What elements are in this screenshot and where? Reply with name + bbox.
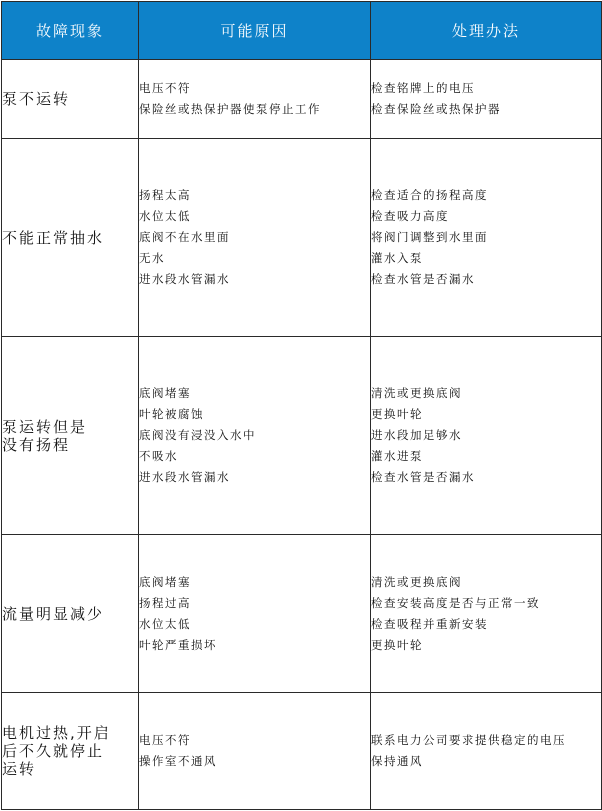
solution-item: 检查吸程并重新安装 xyxy=(371,616,488,631)
symptom-cell xyxy=(2,139,139,337)
symptom-text: 电机过热,开启 xyxy=(2,724,111,742)
solution-item: 检查吸力高度 xyxy=(371,209,449,223)
cause-item: 无水 xyxy=(139,251,165,265)
cause-cell xyxy=(139,60,371,139)
header-solution: 处理办法 xyxy=(371,2,602,60)
solution-item: 更换叶轮 xyxy=(371,407,423,421)
solution-cell xyxy=(371,60,602,139)
table-row xyxy=(2,60,602,139)
header-symptom: 故障现象 xyxy=(2,2,139,60)
header-cause: 可能原因 xyxy=(139,2,371,60)
cause-item: 底阀堵塞 xyxy=(139,386,191,400)
table-row xyxy=(2,693,602,810)
solution-item: 清洗或更换底阀 xyxy=(371,574,462,589)
cause-cell xyxy=(139,535,371,693)
solution-cell xyxy=(371,139,602,337)
symptom-text: 后不久就停止 xyxy=(2,742,105,760)
cause-cell xyxy=(139,693,371,810)
solution-cell xyxy=(371,337,602,535)
cause-item: 底阀堵塞 xyxy=(139,574,191,589)
symptom-cell xyxy=(2,60,139,139)
table-row xyxy=(2,337,602,535)
symptom-text: 泵运转但是 xyxy=(2,417,88,436)
solution-item: 清洗或更换底阀 xyxy=(371,386,462,400)
solution-item: 检查水管是否漏水 xyxy=(371,470,475,484)
cause-item: 扬程过高 xyxy=(139,595,191,610)
solution-item: 进水段加足够水 xyxy=(371,428,462,442)
symptom-text: 流量明显减少 xyxy=(2,604,105,623)
solution-item: 检查保险丝或热保护器 xyxy=(371,102,501,116)
table-row xyxy=(2,139,602,337)
solution-item: 检查适合的扬程高度 xyxy=(371,188,488,202)
symptom-text: 不能正常抽水 xyxy=(2,228,105,247)
symptom-text: 运转 xyxy=(2,760,37,778)
solution-item: 保持通风 xyxy=(371,754,423,768)
solution-item: 检查水管是否漏水 xyxy=(371,272,475,286)
cause-item: 电压不符 xyxy=(139,733,191,747)
table-row xyxy=(2,535,602,693)
cause-item: 操作室不通风 xyxy=(139,754,217,768)
solution-item: 检查安装高度是否与正常一致 xyxy=(371,595,540,610)
troubleshooting-table xyxy=(1,1,602,810)
symptom-cell xyxy=(2,535,139,693)
solution-item: 灌水入泵 xyxy=(371,251,423,265)
cause-item: 保险丝或热保护器使泵停止工作 xyxy=(139,102,321,116)
solution-item: 灌水进泵 xyxy=(371,449,423,463)
cause-item: 电压不符 xyxy=(139,81,191,95)
cause-item: 底阀没有浸没入水中 xyxy=(139,428,256,442)
solution-item: 将阀门调整到水里面 xyxy=(371,230,488,244)
symptom-cell xyxy=(2,693,139,810)
cause-item: 扬程太高 xyxy=(139,188,191,202)
solution-item: 联系电力公司要求提供稳定的电压 xyxy=(371,733,566,747)
cause-item: 不吸水 xyxy=(139,449,178,463)
cause-item: 叶轮被腐蚀 xyxy=(139,407,204,421)
solution-cell xyxy=(371,693,602,810)
cause-item: 叶轮严重损坏 xyxy=(139,637,217,652)
cause-item: 进水段水管漏水 xyxy=(139,470,230,484)
cause-item: 进水段水管漏水 xyxy=(139,272,230,286)
symptom-text: 泵不运转 xyxy=(2,90,71,108)
cause-item: 水位太低 xyxy=(139,209,191,223)
solution-item: 更换叶轮 xyxy=(371,637,423,652)
cause-item: 水位太低 xyxy=(139,616,191,631)
cause-cell xyxy=(139,139,371,337)
solution-cell xyxy=(371,535,602,693)
cause-cell xyxy=(139,337,371,535)
symptom-cell xyxy=(2,337,139,535)
symptom-text: 没有扬程 xyxy=(2,435,71,454)
solution-item: 检查铭牌上的电压 xyxy=(371,81,475,95)
cause-item: 底阀不在水里面 xyxy=(139,230,230,244)
table-header-row xyxy=(2,2,602,60)
